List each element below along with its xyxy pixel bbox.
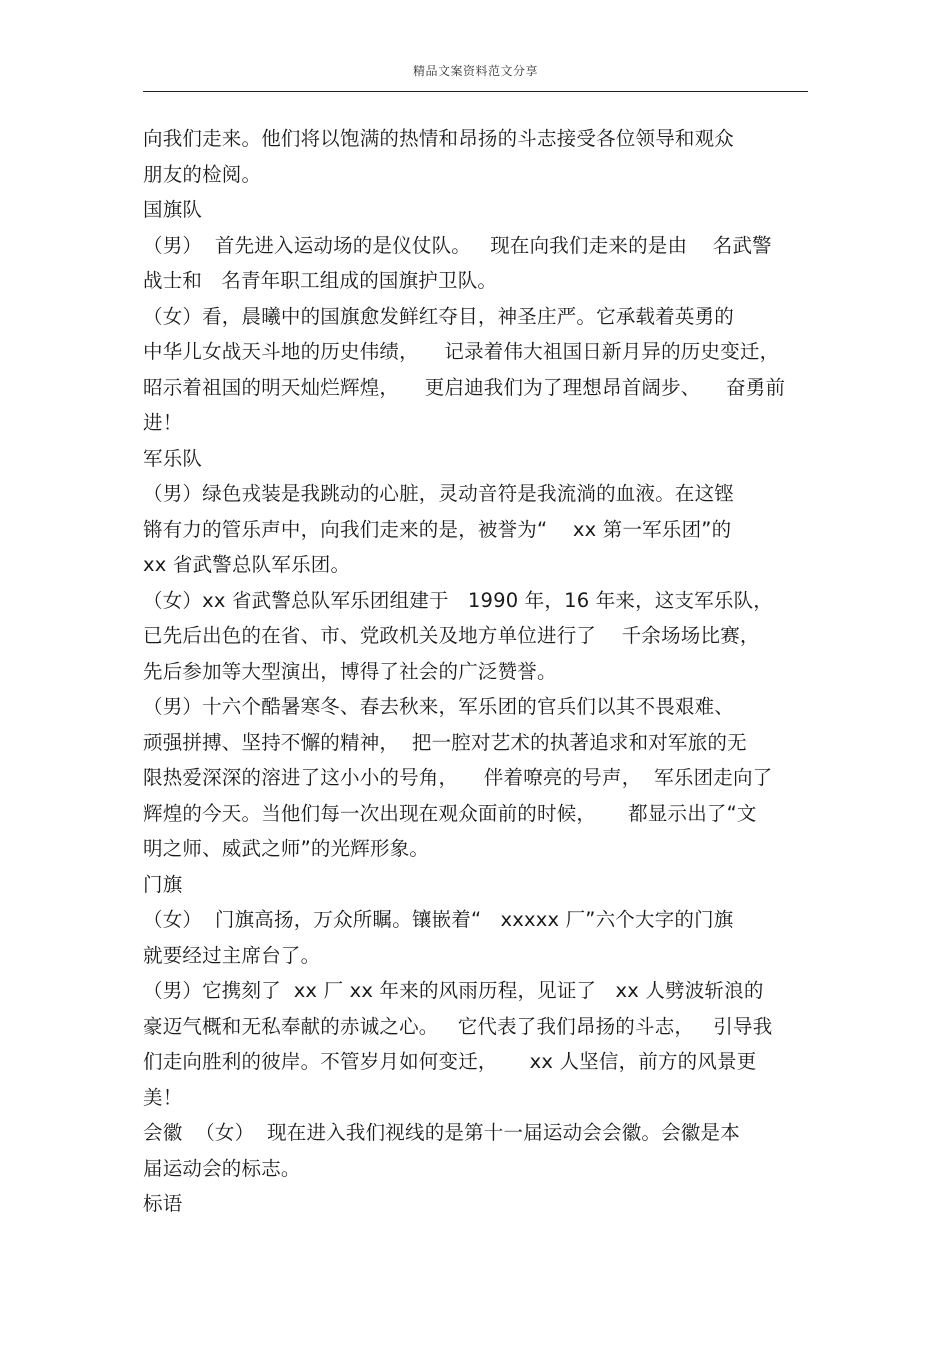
text-line: （男）它携刻了 xx 厂 xx 年来的风雨历程，见证了 xx 人劈波斩浪的 [143, 979, 764, 1002]
text-line: 会徽 （女） 现在进入我们视线的是第十一届运动会会徽。会徽是本 [143, 1121, 740, 1144]
text-line: 顽强拼搏、坚持不懈的精神， 把一腔对艺术的执著追求和对军旅的无 [143, 730, 747, 754]
text-line: 进！ [143, 411, 183, 434]
text-line: 军乐队 [143, 446, 203, 470]
text-line: 向我们走来。他们将以饱满的热情和昂扬的斗志接受各位领导和观众 [143, 127, 735, 150]
page-header-title: 精品文案资料范文分享 [412, 64, 538, 78]
text-line: （女）看，晨曦中的国旗愈发鲜红夺目，神圣庄严。它承载着英勇的 [143, 304, 735, 328]
text-line: 届运动会的标志。 [143, 1156, 301, 1180]
header-divider [143, 91, 808, 92]
text-line: 锵有力的管乐声中，向我们走来的是，被誉为“ xx 第一军乐团”的 [143, 517, 732, 541]
text-line: 昭示着祖国的明天灿烂辉煌， 更启迪我们为了理想昂首阔步、 奋勇前 [143, 375, 786, 399]
text-line: 门旗 [143, 872, 183, 896]
text-line: （女） 门旗高扬，万众所瞩。镶嵌着“ xxxxx 厂”六个大字的门旗 [143, 908, 734, 931]
text-line: （男）绿色戎装是我跳动的心脏，灵动音符是我流淌的血液。在这铿 [143, 482, 735, 505]
text-line: 辉煌的今天。当他们每一次出现在观众面前的时候， 都显示出了“文 [143, 801, 757, 825]
text-line: 朋友的检阅。 [143, 162, 262, 186]
document-body [143, 121, 808, 1222]
text-line: （男） 首先进入运动场的是仪仗队。 现在向我们走来的是由 名武警 [143, 233, 772, 257]
text-line: 先后参加等大型演出，博得了社会的广泛赞誉。 [143, 659, 557, 683]
text-line: 标语 [143, 1192, 183, 1215]
text-line: 豪迈气概和无私奉献的赤诚之心。 它代表了我们昂扬的斗志， 引导我 [143, 1014, 773, 1038]
text-line: 已先后出色的在省、市、党政机关及地方单位进行了 千余场场比赛， [143, 624, 760, 647]
text-line: （女）xx 省武警总队军乐团组建于 1990 年，16 年来，这支军乐队， [143, 588, 774, 612]
text-line: xx 省武警总队军乐团。 [143, 553, 351, 576]
text-line: 明之师、威武之师”的光辉形象。 [143, 837, 430, 860]
text-line: （男）十六个酷暑寒冬、春去秋来，军乐团的官兵们以其不畏艰难、 [143, 695, 735, 718]
text-line: 们走向胜利的彼岸。不管岁月如何变迁， xx 人坚信，前方的风景更 [143, 1050, 757, 1073]
text-line: 中华儿女战天斗地的历史伟绩， 记录着伟大祖国日新月异的历史变迁， [143, 340, 780, 363]
text-line: 国旗队 [143, 198, 203, 221]
text-line: 就要经过主席台了。 [143, 943, 321, 967]
text-line: 战士和 名青年职工组成的国旗护卫队。 [143, 269, 498, 292]
text-line: 限热爱深深的溶进了这小小的号角， 伴着嘹亮的号声， 军乐团走向了 [143, 766, 773, 789]
text-line: 美！ [143, 1085, 183, 1109]
